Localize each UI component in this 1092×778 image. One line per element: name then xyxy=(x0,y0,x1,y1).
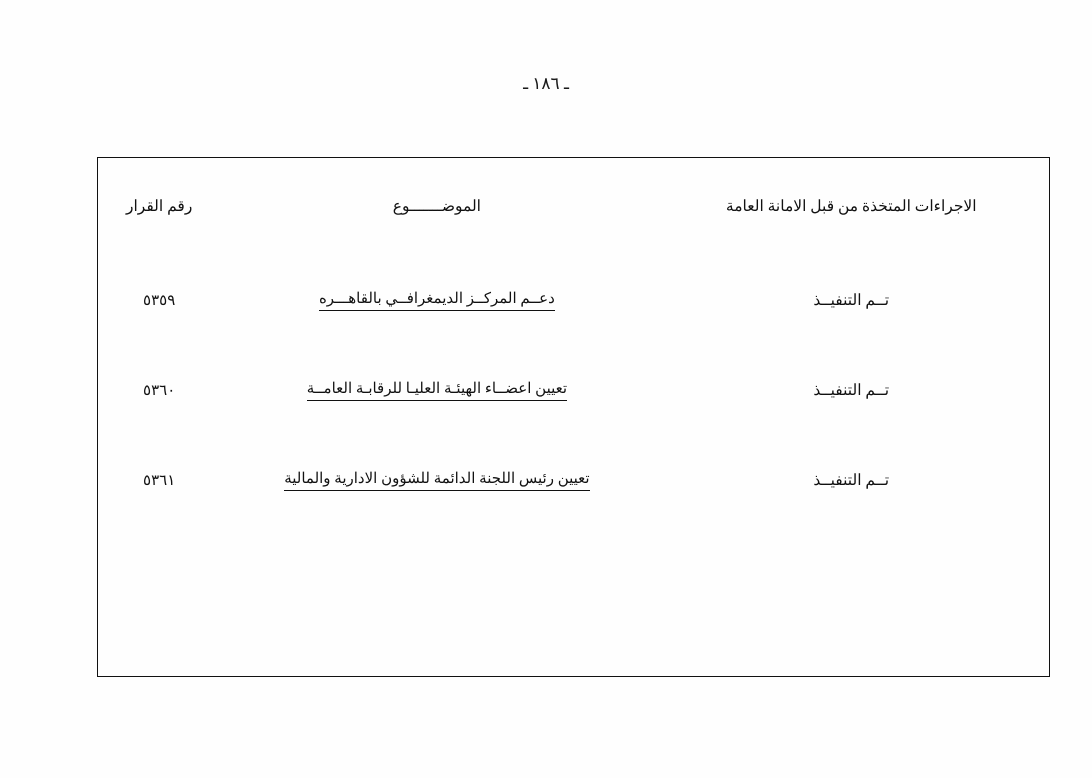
cell-decision-number: ٥٣٦٠ xyxy=(143,383,176,399)
cell-empty-number xyxy=(98,526,221,677)
cell-subject xyxy=(220,256,653,346)
cell-decision-number: ٥٣٥٩ xyxy=(143,293,176,309)
cell-subject-text: تعيين اعضــاء الهيئـة العليـا للرقابـة العامــة xyxy=(307,380,567,402)
column-header-number: رقم القرار xyxy=(126,198,193,216)
cell-action: تــم التنفيــذ xyxy=(813,292,890,309)
cell-empty-action xyxy=(653,526,1049,677)
column-header-actions: الاجراءات المتخذة من قبل الامانة العامة xyxy=(725,198,977,216)
table-header-row xyxy=(98,158,1050,256)
cell-subject xyxy=(220,346,653,436)
table-row xyxy=(98,256,1050,346)
decisions-table xyxy=(97,157,1050,677)
table-empty-row xyxy=(98,526,1050,677)
column-header-subject: الموضـــــــوع xyxy=(392,198,481,216)
page-number: ـ ١٨٦ ـ xyxy=(523,74,569,93)
cell-action: تــم التنفيــذ xyxy=(813,382,890,399)
table-header xyxy=(98,158,1050,256)
cell-subject xyxy=(220,436,653,526)
cell-empty-subject xyxy=(220,526,653,677)
decisions-table-container xyxy=(97,157,1050,640)
table-row xyxy=(98,346,1050,436)
cell-decision-number: ٥٣٦١ xyxy=(143,473,176,489)
cell-subject-text: دعــم المركــز الديمغرافــي بالقاهـــره xyxy=(319,290,555,312)
table-body xyxy=(98,256,1050,677)
cell-subject-text: تعيين رئيس اللجنة الدائمة للشؤون الادارية والمالية xyxy=(284,470,589,492)
cell-action: تــم التنفيــذ xyxy=(813,472,890,489)
table-row xyxy=(98,436,1050,526)
